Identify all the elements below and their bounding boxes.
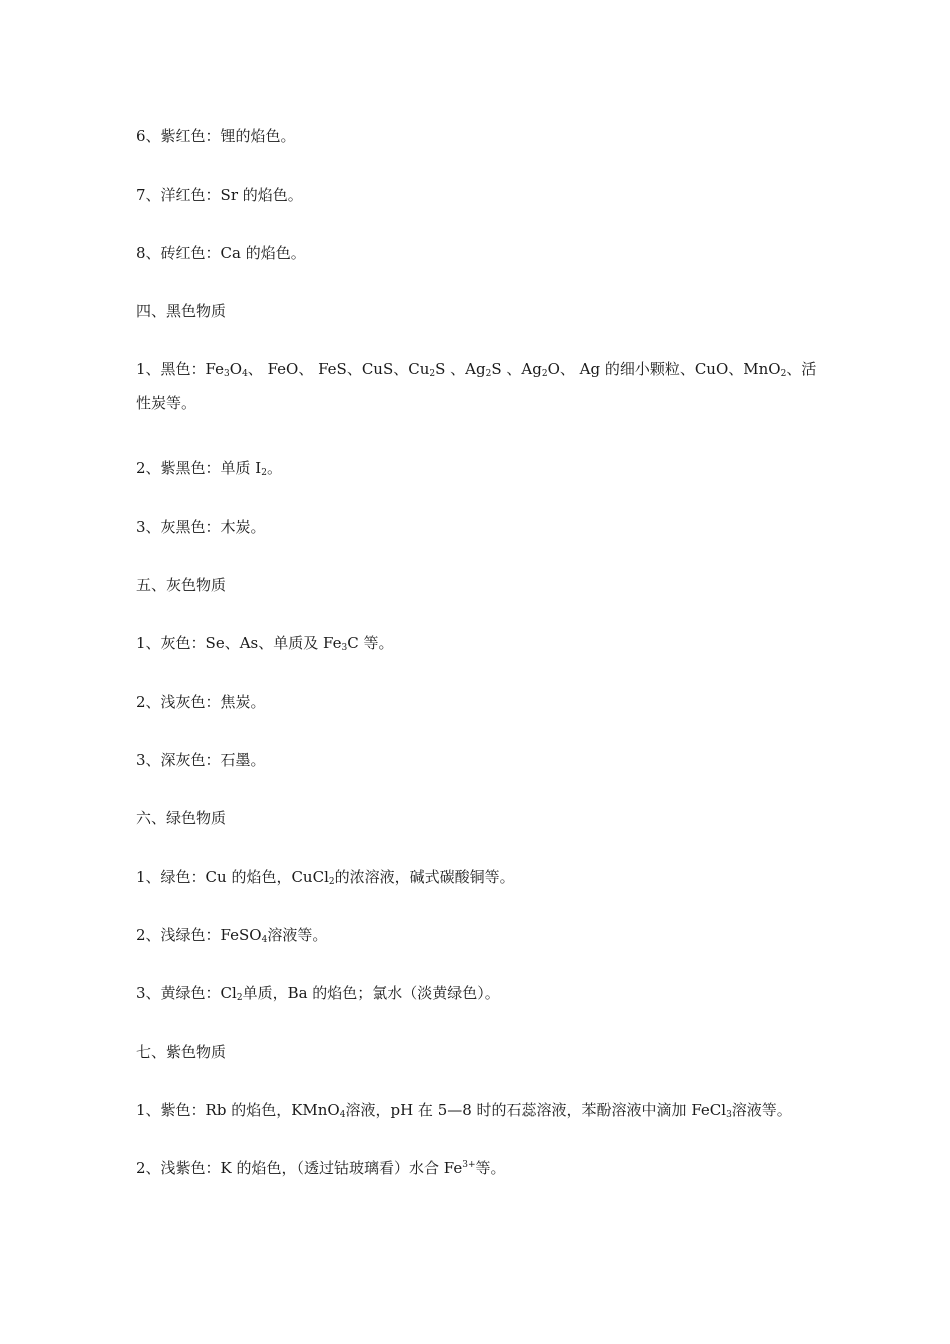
- section-6-title: 六、绿色物质: [136, 809, 227, 827]
- item-6-1-green: 1、绿色：Cu 的焰色，CuCl$_2$的浓溶液，碱式碳酸铜等。: [136, 868, 515, 887]
- item-6-3-yellow-green: 3、黄绿色：$Cl_2$单质，Ba 的焰色；氯水（淡黄绿色）。: [136, 984, 500, 1003]
- item-5-2-light-gray: 2、浅灰色：焦炭。: [136, 693, 266, 711]
- item-4-1-black: 1、黑色：$Fe_3O_4$、 FeO、 FeS、CuS、$Cu_2S$ 、$Ag_2S$ 、$Ag_2O$、 Ag 的细小颗粒、CuO、MnO$_2$、活性炭等。: [136, 360, 817, 412]
- section-4-title: 四、黑色物质: [136, 302, 227, 320]
- section-5-title: 五、灰色物质: [136, 576, 227, 594]
- item-6-purple-red: 6、紫红色：锂的焰色。: [136, 127, 296, 145]
- item-7-ocean-red: 7、洋红色：Sr 的焰色。: [136, 186, 303, 204]
- item-5-1-gray: 1、灰色：Se、As、单质及 $Fe_3C$ 等。: [136, 634, 394, 653]
- section-7-title: 七、紫色物质: [136, 1043, 227, 1061]
- item-6-2-light-green: 2、浅绿色：FeSO$_4$溶液等。: [136, 926, 328, 945]
- item-5-3-dark-gray: 3、深灰色：石墨。: [136, 751, 266, 769]
- item-4-2-purple-black: 2、紫黑色：单质 $I_2$。: [136, 459, 282, 478]
- item-7-1-purple: 1、紫色：Rb 的焰色，KMnO$_4$溶液，pH 在 5—8 时的石蕊溶液，苯酚溶液中滴加 FeCl$_3$溶液等。: [136, 1101, 792, 1120]
- item-7-2-light-purple: 2、浅紫色：K 的焰色，（透过钴玻璃看）水合 $Fe^{3+}$等。: [136, 1159, 506, 1177]
- item-4-3-gray-black: 3、灰黑色：木炭。: [136, 518, 266, 536]
- item-8-brick-red: 8、砖红色：Ca 的焰色。: [136, 244, 306, 262]
